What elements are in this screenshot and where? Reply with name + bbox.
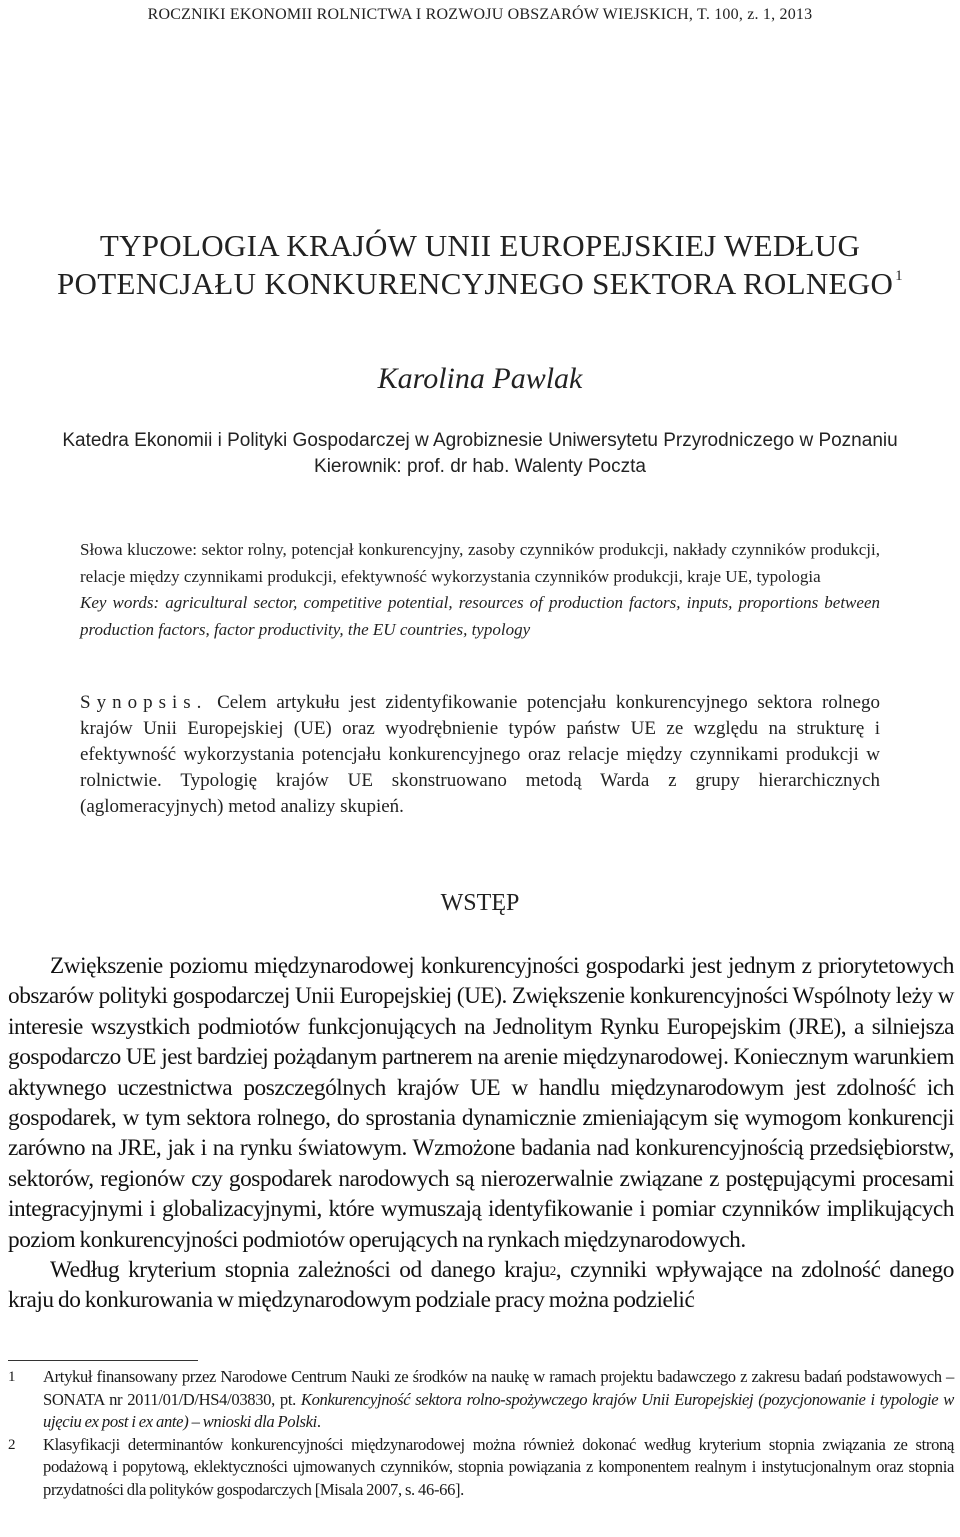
footnote-rule — [8, 1360, 198, 1361]
footnote-number: 1 — [8, 1369, 16, 1385]
affiliation-department: Katedra Ekonomii i Polityki Gospodarczej w Agrobiznesie Uniwersytetu Przyrodniczego w Poznaniu — [62, 430, 898, 451]
title-line-2 — [0, 266, 960, 302]
author-name: Karolina Pawlak — [377, 362, 583, 395]
footnote-number: 2 — [8, 1436, 16, 1453]
body-paragraph-2 — [8, 1255, 954, 1316]
keywords-en: Key words: agricultural sector, competitive potential, resources of production factors, inputs, proportions between production factors, factor productivity, the EU countries, typology — [80, 593, 880, 639]
footnote-1-text-start: Artykuł finansowany przez Narodowe Centrum Nauki ze środków na naukę w ramach projektu badawczego z zakresu badań podstawowych – SONATA nr 2011/01/D/HS4/03830, pt. — [43, 1367, 954, 1409]
footnote-1-text-end: . — [316, 1412, 321, 1432]
body-paragraph-2-start: Według kryterium stopnia zależności od danego kraju — [50, 1257, 550, 1284]
keywords-pl: Słowa kluczowe: sektor rolny, potencjał konkurencyjny, zasoby czynników produkcji, nakłady czynników produkcji, relacje między czynnikami produkcji, efektywność wykorzystania czynników produkcji, kraje UE, typologia — [80, 540, 880, 586]
affiliation-head: Kierownik: prof. dr hab. Walenty Poczta — [314, 456, 646, 477]
synopsis-label: Synopsis. — [80, 692, 208, 713]
title-line-2-text: POTENCJAŁU KONKURENCYJNEGO SEKTORA ROLNEGO — [57, 266, 894, 301]
body-text — [8, 951, 954, 1316]
footnote-2 — [8, 1434, 954, 1502]
title-line-1: TYPOLOGIA KRAJÓW UNII EUROPEJSKIEJ WEDŁUG — [99, 228, 861, 263]
synopsis — [80, 690, 880, 820]
running-header: ROCZNIKI EKONOMII ROLNICTWA I ROZWOJU OBSZARÓW WIEJSKICH, T. 100, z. 1, 2013 — [147, 6, 813, 23]
footnote-1 — [8, 1366, 954, 1434]
footnote-1-title: Konkurencyjność sektora rolno-spożywczego krajów Unii Europejskiej (pozycjonowanie i typologie w ujęciu ex post i ex ante) – wnioski dla Polski — [43, 1389, 954, 1432]
body-paragraph-1: Zwiększenie poziomu międzynarodowej konkurencyjności gospodarki jest jednym z priorytetowych obszarów polityki gospodarczej Unii Europejskiej (UE). Zwiększenie konkurencyjności Wspólnoty leży w interesie wszystkich podmiotów funkcjonujących na Jednolitym Rynku Europejskim (JRE), a silniejsza gospodarczo UE jest bardziej pożądanym partnerem na arenie międzynarodowej. Koniecznym warunkiem aktywnego uczestnictwa poszczególnych krajów UE w handlu międzynarodowym jest zdolność ich gospodarek, w tym sektora rolnego, do sprostania dynamicznie zmieniającym się wymogom konkurencji zarówno na JRE, jak i na rynku światowym. Wzmożone badania nad konkurencyjnością przedsiębiorstw, sektorów, regionów czy gospodarek narodowych są nierozerwalnie związane z postępującymi procesami integracyjnymi i globalizacyjnymi, które wymuszają identyfikowanie i pomiar czynników implikujących poziom konkurencyjności podmiotów operujących na rynkach międzynarodowych. — [8, 953, 954, 1253]
section-heading: WSTĘP — [440, 890, 520, 916]
keywords-block — [80, 537, 880, 643]
footnote-2-text: Klasyfikacji determinantów konkurencyjności międzynarodowej można również dokonać według kryterium stopnia związania ze stroną podażową i popytową, eklektyczności ujmowanych czynników, stopnia powiązania z komponentem realnym i instytucjonalnym oraz stopnia przydatności dla polityków gospodarczych [Misala 2007, s. 46-66]. — [43, 1434, 954, 1499]
title-footnote-mark[interactable]: 1 — [895, 268, 903, 284]
footnotes — [8, 1366, 954, 1502]
footnote-ref-2[interactable]: 2 — [549, 1263, 556, 1279]
body-paragraph-2-end: , czynniki wpływające na zdolność danego kraju do konkurowania w międzynarodowym podziale pracy można podzielić — [8, 1257, 954, 1314]
synopsis-text: Celem artykułu jest zidentyfikowanie potencjału konkurencyjnego sektora rolnego krajów Unii Europejskiej (UE) oraz wyodrębnienie typów państw UE ze względu na strukturę i efektywność wykorzystania potencjału konkurencyjnego oraz relacje między czynnikami produkcji w rolnictwie. Typologię krajów UE skonstruowano metodą Warda z grupy hierarchicznych (aglomeracyjnych) metod analizy skupień. — [80, 692, 880, 817]
